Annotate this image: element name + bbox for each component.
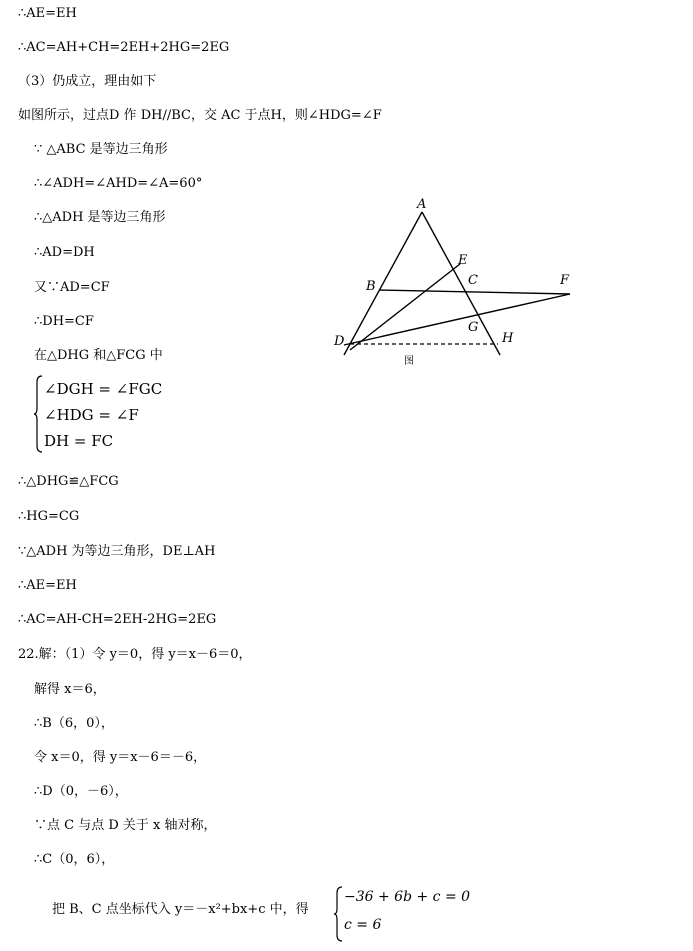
text-line: 22.解：（1）令 y＝0，得 y＝x－6＝0， [18, 647, 252, 662]
text-line: （3）仍成立，理由如下 [18, 74, 157, 89]
line-DF [344, 294, 570, 345]
equation-row: −36 + 6b + c = 0 [344, 889, 471, 905]
text-line: 把 B、C 点坐标代入 y＝－x²+bx+c 中，得 [52, 902, 309, 917]
line-AH [422, 212, 500, 355]
text-line: 在△DHG 和△FCG 中 [34, 348, 163, 363]
text-line: 如图所示，过点D 作 DH//BC，交 AC 于点H，则∠HDG=∠F [18, 108, 382, 123]
text-line: ∴HG=CG [18, 509, 80, 524]
figure-caption: 图 [404, 356, 414, 367]
text-line: ∴D（0，－6）， [34, 784, 128, 799]
text-line: 又∵AD=CF [34, 280, 110, 295]
text-line: ∴△ADH 是等边三角形 [34, 210, 166, 225]
text-line: ∵ △ABC 是等边三角形 [34, 142, 168, 157]
text-line: 令 x＝0，得 y＝x－6＝－6， [34, 750, 207, 765]
label-F: F [560, 273, 570, 288]
geometry-figure [330, 190, 590, 370]
label-A: A [417, 197, 427, 212]
text-line: ∴AC=AH+CH=2EH+2HG=2EG [18, 40, 230, 55]
label-H: H [502, 331, 514, 346]
system-row: ∠DGH = ∠FGC [44, 380, 163, 398]
text-line: 解得 x＝6， [34, 682, 106, 697]
label-D: D [334, 334, 345, 349]
label-C: C [468, 273, 478, 288]
text-line: ∴△DHG≌△FCG [18, 474, 119, 489]
line-AD [344, 212, 422, 355]
label-E: E [458, 253, 468, 268]
text-line: ∵△ADH 为等边三角形，DE⊥AH [18, 544, 216, 559]
left-brace [334, 885, 344, 943]
text-line: ∴AE=EH [18, 578, 77, 593]
text-line: ∴AC=AH-CH=2EH-2HG=2EG [18, 612, 217, 627]
label-B: B [366, 279, 376, 294]
text-line: ∴AE=EH [18, 6, 77, 21]
final-equation-system [334, 885, 534, 945]
system-row: DH = FC [44, 432, 114, 450]
line-BF [380, 290, 570, 294]
text-line: ∴C（0，6）， [34, 852, 115, 867]
equation-row: c = 6 [344, 917, 382, 933]
equation-system [34, 374, 234, 454]
left-brace [34, 374, 44, 454]
text-line: ∴DH=CF [34, 314, 94, 329]
label-G: G [468, 320, 479, 335]
system-row: ∠HDG = ∠F [44, 406, 139, 424]
text-line: ∴AD=DH [34, 245, 95, 260]
text-line: ∵点 C 与点 D 关于 x 轴对称， [34, 818, 217, 833]
text-line: ∴B（6，0）， [34, 716, 114, 731]
text-line: ∴∠ADH=∠AHD=∠A=60° [34, 176, 203, 191]
line-DE [350, 264, 460, 350]
